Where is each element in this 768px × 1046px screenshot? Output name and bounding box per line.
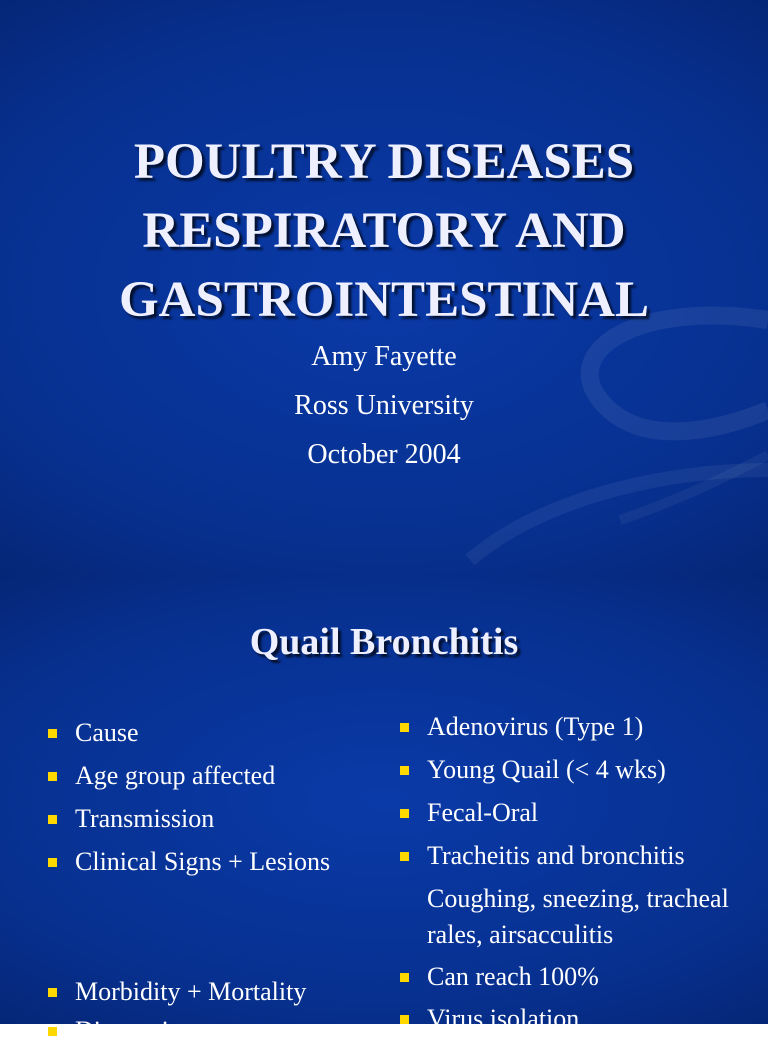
author-name: Amy Fayette bbox=[311, 341, 457, 372]
bullet-square-icon bbox=[400, 1015, 409, 1024]
right-list-item: Tracheitis and bronchitis bbox=[427, 841, 685, 871]
right-list-item: Can reach 100% bbox=[427, 962, 599, 992]
right-list-item: Adenovirus (Type 1) bbox=[427, 712, 643, 742]
right-list-item: Virus isolation bbox=[427, 1004, 579, 1034]
right-list-item: Young Quail (< 4 wks) bbox=[427, 755, 666, 785]
bullet-square-icon bbox=[400, 809, 409, 818]
right-list-item: Fecal-Oral bbox=[427, 798, 538, 828]
bullet-square-icon bbox=[48, 858, 57, 867]
left-list-item: Transmission bbox=[75, 804, 214, 834]
left-list-item: Cause bbox=[75, 718, 139, 748]
left-list-item: Age group affected bbox=[75, 761, 275, 791]
presentation-date: October 2004 bbox=[307, 439, 461, 470]
bullet-square-icon bbox=[400, 766, 409, 775]
subtext-line-2: rales, airsacculitis bbox=[427, 920, 614, 949]
subtext-line-1: Coughing, sneezing, tracheal bbox=[427, 884, 729, 913]
title-line-1: POULTRY DISEASES bbox=[133, 134, 635, 190]
presentation-title bbox=[0, 128, 768, 335]
left-list-item: Clinical Signs + Lesions bbox=[75, 847, 330, 877]
bullet-square-icon bbox=[400, 973, 409, 982]
slide-title: Quail Bronchitis bbox=[249, 621, 519, 663]
bullet-square-icon bbox=[48, 772, 57, 781]
institution-name: Ross University bbox=[294, 390, 474, 421]
left-list-item: Morbidity + Mortality bbox=[75, 977, 306, 1007]
right-list-subtext bbox=[427, 881, 729, 953]
title-line-3: GASTROINTESTINAL bbox=[119, 272, 649, 328]
bullet-square-icon bbox=[48, 988, 57, 997]
bullet-square-icon bbox=[48, 1027, 57, 1036]
bullet-square-icon bbox=[48, 729, 57, 738]
presentation-subtitle bbox=[0, 332, 768, 479]
bullet-square-icon bbox=[400, 852, 409, 861]
left-list-item: Diagnosis bbox=[75, 1016, 179, 1046]
bullet-square-icon bbox=[400, 723, 409, 732]
content-slide bbox=[0, 576, 768, 1045]
bullet-square-icon bbox=[48, 815, 57, 824]
title-line-2: RESPIRATORY AND bbox=[142, 203, 626, 259]
